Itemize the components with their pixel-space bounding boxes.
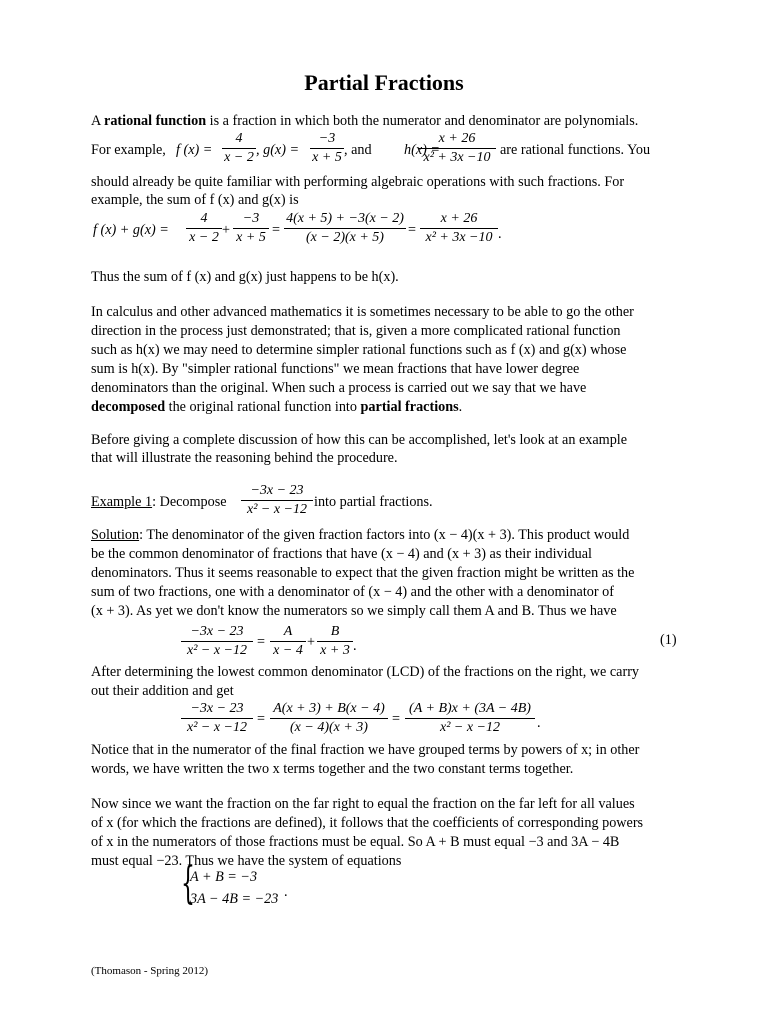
paragraph-line: (x + 3). As yet we don't know the numerators so we simply call them A and B. Thus we have xyxy=(91,603,617,619)
example-heading: Example 1: Decompose xyxy=(91,494,227,510)
paragraph-line: sum is h(x). By "simpler rational functions" we mean fractions that have lower degree xyxy=(91,361,580,377)
paragraph-line: out their addition and get xyxy=(91,683,234,699)
paragraph-line: In calculus and other advanced mathematics it is sometimes necessary to be able to go the other xyxy=(91,304,634,320)
sum-eq-frac4: $\frac{x + 26}{\text{x² + 3x −10}}$ xyxy=(420,211,498,246)
eq1-lhs-fraction: $\frac{-3x - 23}{\text{x² − x −12}}$ xyxy=(181,624,253,659)
paragraph-line: denominators than the original. When such a process is carried out we say that we have xyxy=(91,380,587,396)
g-def-lhs: , g(x) = xyxy=(256,142,300,158)
eq2-rhs-fraction: $\frac{(A + B)x + (3A - 4B)}{\text{x² − x −12}}$ xyxy=(405,701,535,736)
system-eq1: A + B = −3 xyxy=(190,869,258,885)
paragraph-line: After determining the lowest common denominator (LCD) of the fractions on the right, we carry xyxy=(91,664,640,680)
and-word: , and xyxy=(344,142,372,158)
page-title: Partial Fractions xyxy=(304,70,464,95)
paragraph-line: that will illustrate the reasoning behind the procedure. xyxy=(91,450,398,466)
eq2-mid-fraction: $\frac{A(x + 3) + B(x - 4)}{(x - 4)(x + 3)}$ xyxy=(270,701,388,736)
paragraph-line: Notice that in the numerator of the final fraction we have grouped terms by powers of x; in other xyxy=(91,742,640,758)
term-rational-function: rational function xyxy=(104,113,207,129)
sum-eq-frac3: $\frac{4(x + 5) + -3(x - 2)}{(x - 2)(x + 5)}$ xyxy=(284,211,406,246)
example-intro: For example, xyxy=(91,142,166,158)
paragraph-line: A rational function is a fraction in which both the numerator and denominator are polynomials. xyxy=(91,113,639,129)
paragraph-line: should already be quite familiar with performing algebraic operations with such fractions. For xyxy=(91,174,625,190)
sum-eq-frac2: $\frac{-3}{x + 5}$ xyxy=(233,211,269,246)
paragraph-line: Before giving a complete discussion of how this can be accomplished, let's look at an example xyxy=(91,432,628,448)
system-eq2: 3A − 4B = −23 xyxy=(190,891,279,907)
sum-eq-equals2: = xyxy=(408,222,417,238)
system-brace: { xyxy=(181,858,195,909)
sum-eq-plus: + xyxy=(222,222,231,238)
paragraph-line: words, we have written the two x terms together and the two constant terms together. xyxy=(91,761,574,777)
paragraph-line: Now since we want the fraction on the far right to equal the fraction on the far left for all values xyxy=(91,796,635,812)
g-def-fraction: $\frac{-3}{x + 5}$ xyxy=(310,131,344,166)
paragraph-line: must equal −23. Thus we have the system of equations xyxy=(91,853,402,869)
paragraph-line: be the common denominator of fractions that have (x − 4) and (x + 3) as their individual xyxy=(91,546,592,562)
paragraph-line: decomposed the original rational function into partial fractions. xyxy=(91,399,463,415)
sum-eq-equals1: = xyxy=(272,222,281,238)
example-label: Example 1 xyxy=(91,494,153,510)
paragraph-line: example, the sum of f (x) and g(x) is xyxy=(91,192,299,208)
term-decomposed: decomposed xyxy=(91,399,166,415)
f-def-lhs: f (x) = xyxy=(176,142,213,158)
f-def-fraction: $\frac{4}{x - 2}$ xyxy=(222,131,256,166)
paragraph-line: of x in the numerators of those fractions must be equal. So A + B must equal −3 and 3A − 4B xyxy=(91,834,620,850)
h-def-fraction: $\frac{x + 26}{\text{x² + 3x −10}}$ xyxy=(418,131,496,166)
sum-eq-frac1: $\frac{4}{x - 2}$ xyxy=(186,211,222,246)
paragraph-line: direction in the process just demonstrated; that is, given a more complicated rational function xyxy=(91,323,621,339)
paragraph-line: such as h(x) we may need to determine simpler rational functions such as f (x) and g(x) whose xyxy=(91,342,627,358)
equation-number: (1) xyxy=(660,632,677,648)
eq1-a-fraction: $\frac{A}{x - 4}$ xyxy=(270,624,306,659)
solution-label: Solution xyxy=(91,527,140,543)
paragraph-line: Thus the sum of f (x) and g(x) just happens to be h(x). xyxy=(91,269,399,285)
rational-functions-text: are rational functions. You xyxy=(500,142,651,158)
eq1-b-fraction: $\frac{B}{x + 3}$ xyxy=(317,624,353,659)
example-fraction: $\frac{-3x - 23}{\text{x² − x −12}}$ xyxy=(241,483,313,518)
paragraph-line: sum of two fractions, one with a denominator of (x − 4) and the other with a denominator of xyxy=(91,584,614,600)
example-tail: into partial fractions. xyxy=(314,494,433,510)
paragraph-line: denominators. Thus it seems reasonable to expect that the given fraction might be written as the xyxy=(91,565,635,581)
document-page: Partial Fractions A rational function is a fraction in which both the numerator and denominator are polynomials. For example, f (x) = $\frac{4}{x - 2}$ , g(x) = $\frac{-3}{x + 5}$ , and h(x) = $\frac{x + 26}{\text{x² + 3x −10}}$ are rational functions. You should already be quite familiar with performing algebraic operations with such fractions. For example, the sum of f (x) and g(x) is f (x) + g(x) = $\frac{4}{x - 2}$ + $\frac{-3}{x + 5}$ = $\frac{4(x + 5) + -3(x - 2)}{(x - 2)(x + 5)}$ = $\frac{x + 26}{\text{x² + 3x −10}}$ . Thus the sum of f (x) and g(x) just happens to be h(x). In calculus and other advanced mathematics it is sometimes necessary to be able to go the other direction in the process just demonstrated; that is, given a more complicated rational function such as h(x) we may need to determine simpler rational functions such as f (x) and g(x) whose sum is h(x). By "simpler rational functions" we mean fractions that have lower degree denominators than the original. When such a process is carried out we say that we have decomposed the original rational function into partial fractions. Before giving a complete discussion of how this can be accomplished, let's look at an example that will illustrate the reasoning behind the procedure. Example 1: Decompose $\frac{-3x - 23}{\text{x² − x −12}}$ into partial fractions. Solution: The denominator of the given fraction factors into (x − 4)(x + 3). This product would be the common denominator of fractions that have (x − 4) and (x + 3) as their individual denominators. Thus it seems reasonable to expect that the given fraction might be written as the sum of two fractions, one with a denominator of (x − 4) and the other with a denominator of (x + 3). As yet we don't know the numerators so we simply call them A and B. Thus we have $\frac{-3x - 23}{\text{x² − x −12}}$ = $\frac{A}{x - 4}$ + $\frac{B}{x + 3}$ . (1) After determining the lowest common denominator (LCD) of the fractions on the right, we carry out their addition and get $\frac{-3x - 23}{\text{x² − x −12}}$ = $\frac{A(x + 3) + B(x - 4)}{(x - 4)(x + 3)}$ = $\frac{(A + B)x + (3A - 4B)}{\text{x² − x −12}}$ . Notice that in the numerator of the final fraction we have grouped terms by powers of x; in other words, we have written the two x terms together and the two constant terms together. Now since we want the fraction on the far right to equal the fraction on the far left for all values of x (for which the fractions are defined), it follows that the coefficients of corresponding powers of x in the numerators of those fractions must be equal. So A + B must equal −3 and 3A − 4B must equal −23. Thus we have the system of equations { A + B = −3 3A − 4B = −23 . (Thomason - Spring 2012) xyxy=(0,0,768,1024)
paragraph-line: of x (for which the fractions are defined), it follows that the coefficients of corresponding powers xyxy=(91,815,644,831)
eq2-lhs-fraction: $\frac{-3x - 23}{\text{x² − x −12}}$ xyxy=(181,701,253,736)
paragraph-line: Solution: The denominator of the given fraction factors into (x − 4)(x + 3). This product would xyxy=(91,527,630,543)
sum-eq-lhs: f (x) + g(x) = xyxy=(93,222,169,238)
page-footer: (Thomason - Spring 2012) xyxy=(91,965,209,977)
term-partial-fractions: partial fractions xyxy=(360,399,459,415)
h-def-lhs: h(x) = xyxy=(404,142,440,158)
